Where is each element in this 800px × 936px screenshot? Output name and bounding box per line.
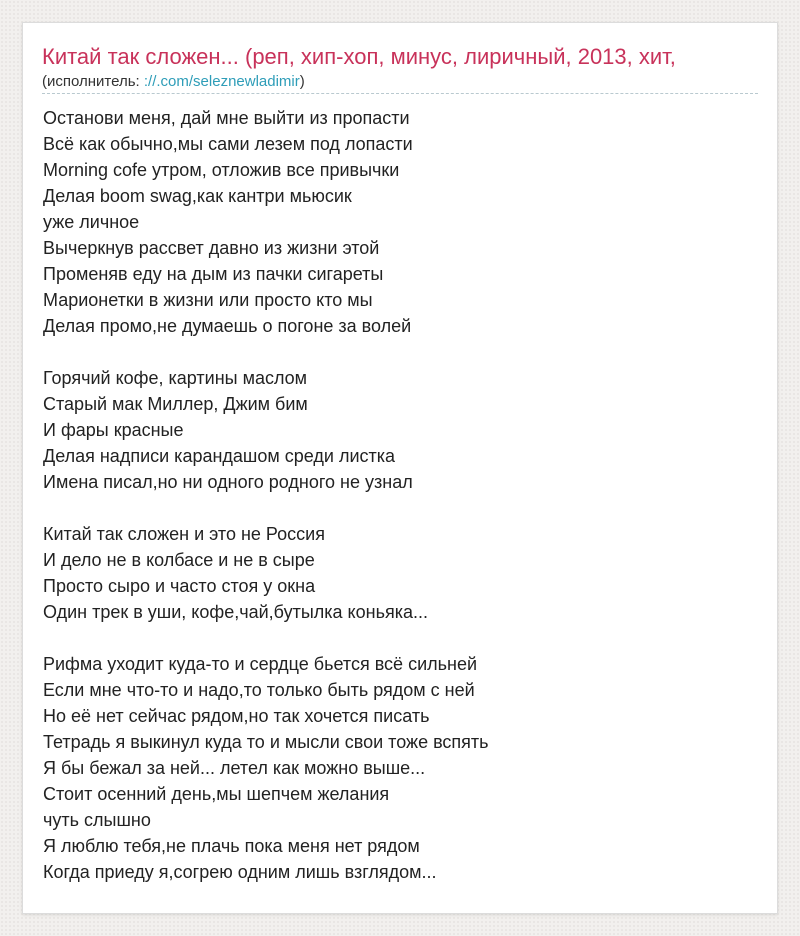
lyric-line: Китай так сложен и это не Россия [43, 524, 325, 544]
lyric-line: Стоит осенний день,мы шепчем желания [43, 784, 390, 804]
lyric-line: Делая надписи карандашом среди листка [43, 446, 396, 466]
lyrics-stanza [43, 365, 763, 495]
lyric-line: Если мне что-то и надо,то только быть рядом с ней [43, 680, 475, 700]
lyrics-stanza [43, 651, 763, 885]
lyric-line: И дело не в колбасе и не в сыре [43, 550, 315, 570]
lyric-line: Рифма уходит куда-то и сердце бьется всё сильней [43, 654, 478, 674]
lyrics-stanza [43, 105, 763, 339]
lyric-line: Morning cofe утром, отложив все привычки [43, 160, 400, 180]
lyric-line: И фары красные [43, 420, 184, 440]
lyric-line: Марионетки в жизни или просто кто мы [43, 290, 373, 310]
lyric-line: чуть слышно [43, 810, 151, 830]
lyric-line: Делая boom swag,как кантри мьюсик [43, 186, 352, 206]
lyric-line: Когда приеду я,согрею одним лишь взглядом... [43, 862, 437, 882]
lyric-line: Я бы бежал за ней... летел как можно выше... [43, 758, 426, 778]
lyric-line: Вычеркнув рассвет давно из жизни этой [43, 238, 380, 258]
lyrics-body [43, 105, 763, 911]
page-title: Китай так сложен... (реп, хип-хоп, минус, лиричный, 2013, хит, [42, 44, 676, 69]
lyric-line: Променяв еду на дым из пачки сигареты [43, 264, 384, 284]
lyric-line: Имена писал,но ни одного родного не узнал [43, 472, 413, 492]
lyric-line: Останови меня, дай мне выйти из пропасти [43, 108, 410, 128]
lyrics-card [22, 22, 778, 914]
lyric-line: Делая промо,не думаешь о погоне за волей [43, 316, 412, 336]
lyric-line: уже личное [43, 212, 140, 232]
lyric-line: Я люблю тебя,не плачь пока меня нет рядом [43, 836, 420, 856]
artist-line [42, 72, 305, 92]
header-divider [42, 93, 758, 94]
lyrics-stanza [43, 521, 763, 625]
artist-prefix: (исполнитель: [42, 73, 144, 90]
lyric-line: Один трек в уши, кофе,чай,бутылка коньяка... [43, 602, 428, 622]
lyric-line: Но её нет сейчас рядом,но так хочется писать [43, 706, 430, 726]
lyric-line: Просто сыро и часто стоя у окна [43, 576, 316, 596]
lyric-line: Тетрадь я выкинул куда то и мысли свои тоже вспять [43, 732, 489, 752]
lyric-line: Старый мак Миллер, Джим бим [43, 394, 308, 414]
artist-link[interactable]: ://.com/seleznewladimir [143, 73, 300, 90]
lyric-line: Горячий кофе, картины маслом [43, 368, 308, 388]
artist-suffix: ) [299, 73, 305, 90]
lyric-line: Всё как обычно,мы сами лезем под лопасти [43, 134, 413, 154]
